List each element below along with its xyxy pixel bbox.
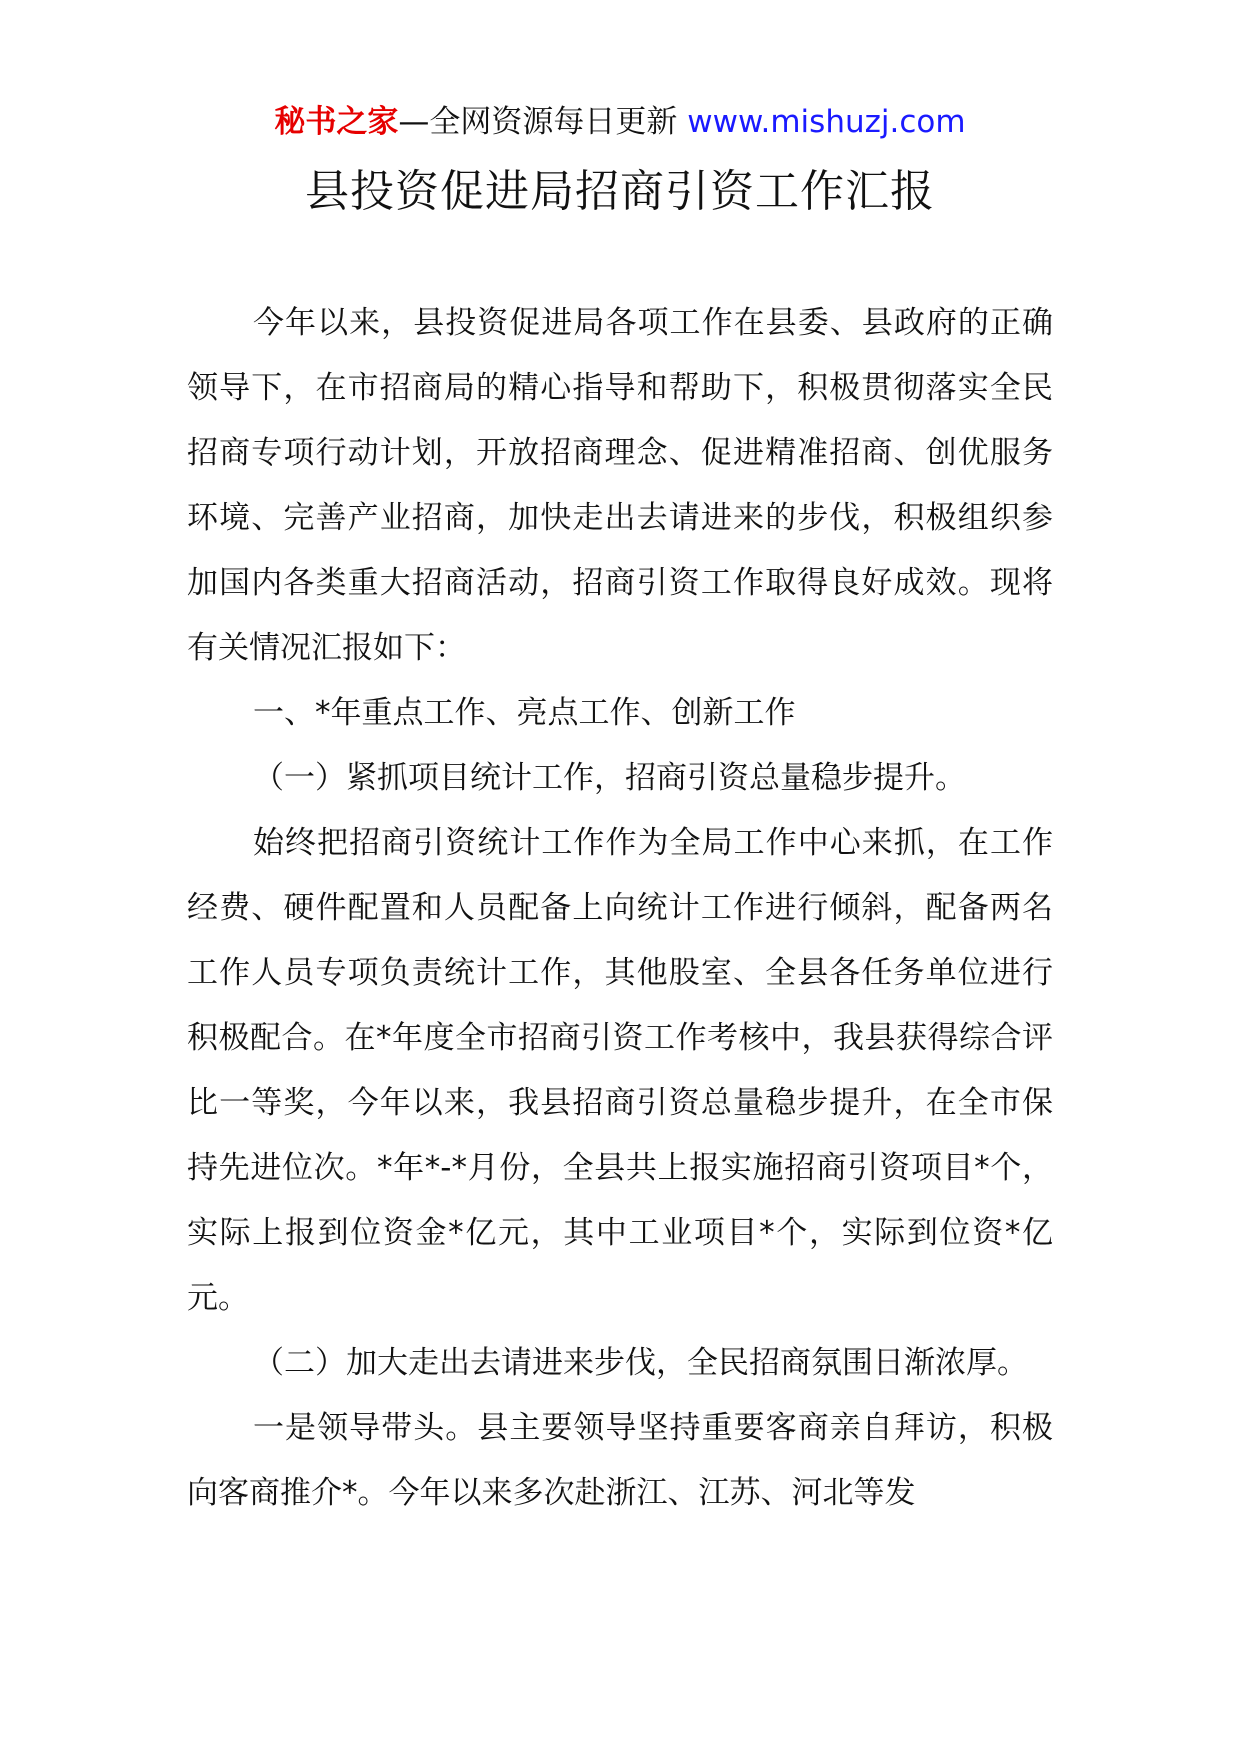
site-header (0, 102, 1240, 142)
document-body (187, 291, 1053, 1526)
section-heading-1: 一、*年重点工作、亮点工作、创新工作 (253, 695, 796, 731)
brand-name: 秘书之家 (274, 104, 399, 140)
header-slogan: —全网资源每日更新 (398, 104, 678, 140)
subsection-heading-1: （一）紧抓项目统计工作，招商引资总量稳步提升。 (253, 760, 966, 796)
site-url-link[interactable]: www.mishuzj.com (687, 104, 966, 140)
paragraph-intro: 今年以来，县投资促进局各项工作在县委、县政府的正确领导下，在市招商局的精心指导和帮助下，积极贯彻落实全民招商专项行动计划，开放招商理念、促进精准招商、创优服务环境、完善产业招商，加快走出去请进来的步伐，积极组织参加国内各类重大招商活动，招商引资工作取得良好成效。现将有关情况汇报如下： (187, 305, 1053, 666)
paragraph-leadership: 一是领导带头。县主要领导坚持重要客商亲自拜访，积极向客商推介*。今年以来多次赴浙江、江苏、河北等发 (187, 1410, 1053, 1511)
subsection-heading-2: （二）加大走出去请进来步伐，全民招商氛围日渐浓厚。 (253, 1345, 1028, 1381)
paragraph-statistics: 始终把招商引资统计工作作为全局工作中心来抓，在工作经费、硬件配置和人员配备上向统计工作进行倾斜，配备两名工作人员专项负责统计工作，其他股室、全县各任务单位进行积极配合。在*年度全市招商引资工作考核中，我县获得综合评比一等奖，今年以来，我县招商引资总量稳步提升，在全市保持先进位次。*年*-*月份，全县共上报实施招商引资项目*个，实际上报到位资金*亿元，其中工业项目*个，实际到位资*亿元。 (187, 825, 1053, 1316)
document-title: 县投资促进局招商引资工作汇报 (305, 166, 935, 217)
